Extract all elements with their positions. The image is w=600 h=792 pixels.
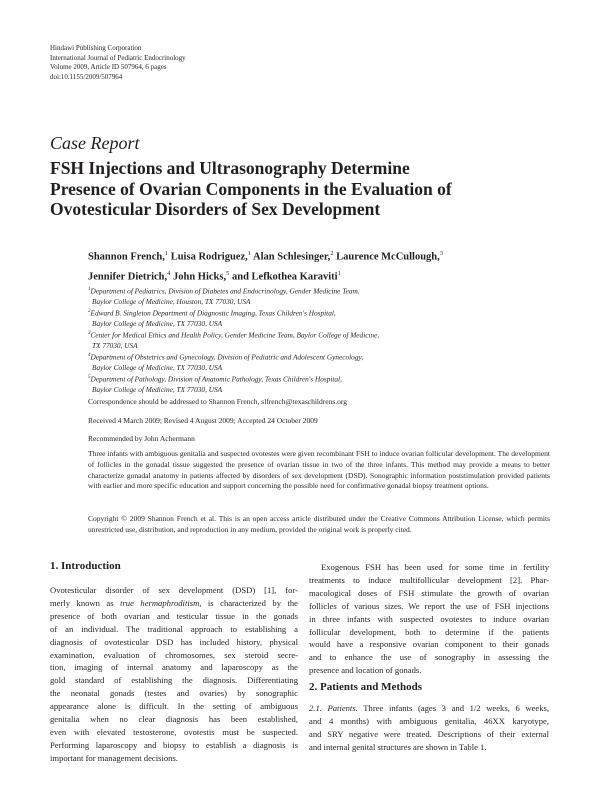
correspondence: Correspondence should be addressed to Shannon French, slfrench@texaschildrens.org xyxy=(88,397,347,406)
author: Jennifer Dietrich, xyxy=(88,271,168,282)
abstract: Three infants with ambiguous genitalia and suspected ovotestes were given recombinant FSH to induce ovarian follicular development. The development of follicles in the gonadal tissue suggested the presence of ovarian tissue in two of the three infants. This method may provide a means to better characterize gonadal anatomy in patients affected by disorders of sex development (DSD). Sonographic information poststimulation provided patients with earlier and more specific education and support concerning the possible need for confirmative gonadal biopsy treatment options. xyxy=(88,449,550,491)
author: Shannon French, xyxy=(88,251,165,263)
intro-paragraph: Ovotesticular disorder of sex development (DSD) [1], for- merly known as true hermaphroditism, is characterized by the presence of both ovarian and testicular tissue in the gonads of an individual. The traditional approach to establishing a diagnosis of ovotesticular DSD has included history, physical examination, evaluation of chromosomes, sex steroid secre- tion, imaging of internal anatomy and laparoscopy as the gold standard of establishing the diagnosis. Differentiating the neonatal gonads (testes and ovaries) by sonographic appearance alone is difficult. In the setting of ambiguous genitalia when no clear diagnosis has been established, even with elevated testosterone, ovotestis must be suspected. Performing laparoscopy and biopsy to establish a diagnosis is important for management decisions. xyxy=(50,585,298,763)
section-heading-methods: 2. Patients and Methods xyxy=(309,681,423,693)
title-line: Ovotesticular Disorders of Sex Development xyxy=(50,199,381,219)
patients-paragraph: 2.1. Patients. Three infants (ages 3 and 1/2 weeks, 6 weeks, and 4 months) with ambiguous genitalia, 46XX karyotype, and SRY negative were treated. Descriptions of their external and internal genital structures are shown in Table 1. xyxy=(309,703,549,752)
affiliation: $^2$Edward B. Singleton Department of Diagnostic Imaging, Texas Children's Hospital, Baylor College of Medicine, TX 77030, USA xyxy=(88,308,336,329)
doi: doi:10.1155/2009/507964 xyxy=(50,72,123,81)
affiliation: $^1$Department of Pediatrics, Division of Diabetes and Endocrinology, Gender Medicine Team, Baylor College of Medicine, Houston, TX 77030, USA xyxy=(88,286,360,307)
title-line: FSH Injections and Ultrasonography Determine xyxy=(50,158,410,178)
copyright: Copyright © 2009 Shannon French et al. This is an open access article distributed under the Creative Commons Attribution License, which permits unrestricted use, distribution, and reproduction in any medium, provided the original work is properly cited. xyxy=(88,514,550,534)
volume-info: Volume 2009, Article ID 507964, 6 pages xyxy=(50,63,167,71)
affiliation: $^3$Center for Medical Ethics and Health Policy, Gender Medicine Team, Baylor College of Medicine, TX 77030, USA xyxy=(88,330,380,351)
author-list: Shannon French,$^1$ Luisa Rodriguez,$^1$ Alan Schlesinger,$^2$ Laurence McCullough,$^3$ Jennifer Dietrich,$^4$ John Hicks,$^5$ and Lefkothea Karaviti$^1$ xyxy=(88,250,444,282)
title-line: Presence of Ovarian Components in the Evaluation of xyxy=(50,178,452,199)
author: Laurence McCullough, xyxy=(336,251,440,263)
article-title xyxy=(50,158,510,220)
author: Luisa Rodriguez, xyxy=(170,251,248,263)
affiliation: $^5$Department of Pathology, Division of Anatomic Pathology, Texas Children's Hospital, Baylor College of Medicine, TX 77030, USA xyxy=(88,374,342,395)
author: Alan Schlesinger, xyxy=(253,251,331,263)
publisher: Hindawi Publishing Corporation xyxy=(50,44,142,52)
dates: Received 4 March 2009; Revised 4 August 2009; Accepted 24 October 2009 xyxy=(88,416,318,425)
journal-name: International Journal of Pediatric Endocrinology xyxy=(50,53,186,62)
recommended-by: Recommended by John Achermann xyxy=(88,434,195,443)
author: and Lefkothea Karaviti xyxy=(231,271,338,282)
article-type: Case Report xyxy=(50,133,140,153)
affiliation: $^4$Department of Obstetrics and Gynecology, Division of Pediatric and Adolescent Gynecology, Baylor College of Medicine, TX 77030, USA xyxy=(88,352,364,373)
intro-paragraph-right: Exogenous FSH has been used for some time in fertility treatments to induce multifollicular development [2]. Phar- macological doses of FSH stimulate the growth of ovarian follicles of various sizes. We report the use of FSH injections in three infants with suspected ovotestes to induce ovarian follicular development, both to determine if the patients would have a responsive ovarian component to their gonads and to enhance the use of sonography in assessing the presence and location of gonads. xyxy=(309,562,549,676)
section-heading-introduction: 1. Introduction xyxy=(50,560,121,572)
author: John Hicks, xyxy=(173,271,227,282)
journal-header xyxy=(50,44,186,82)
